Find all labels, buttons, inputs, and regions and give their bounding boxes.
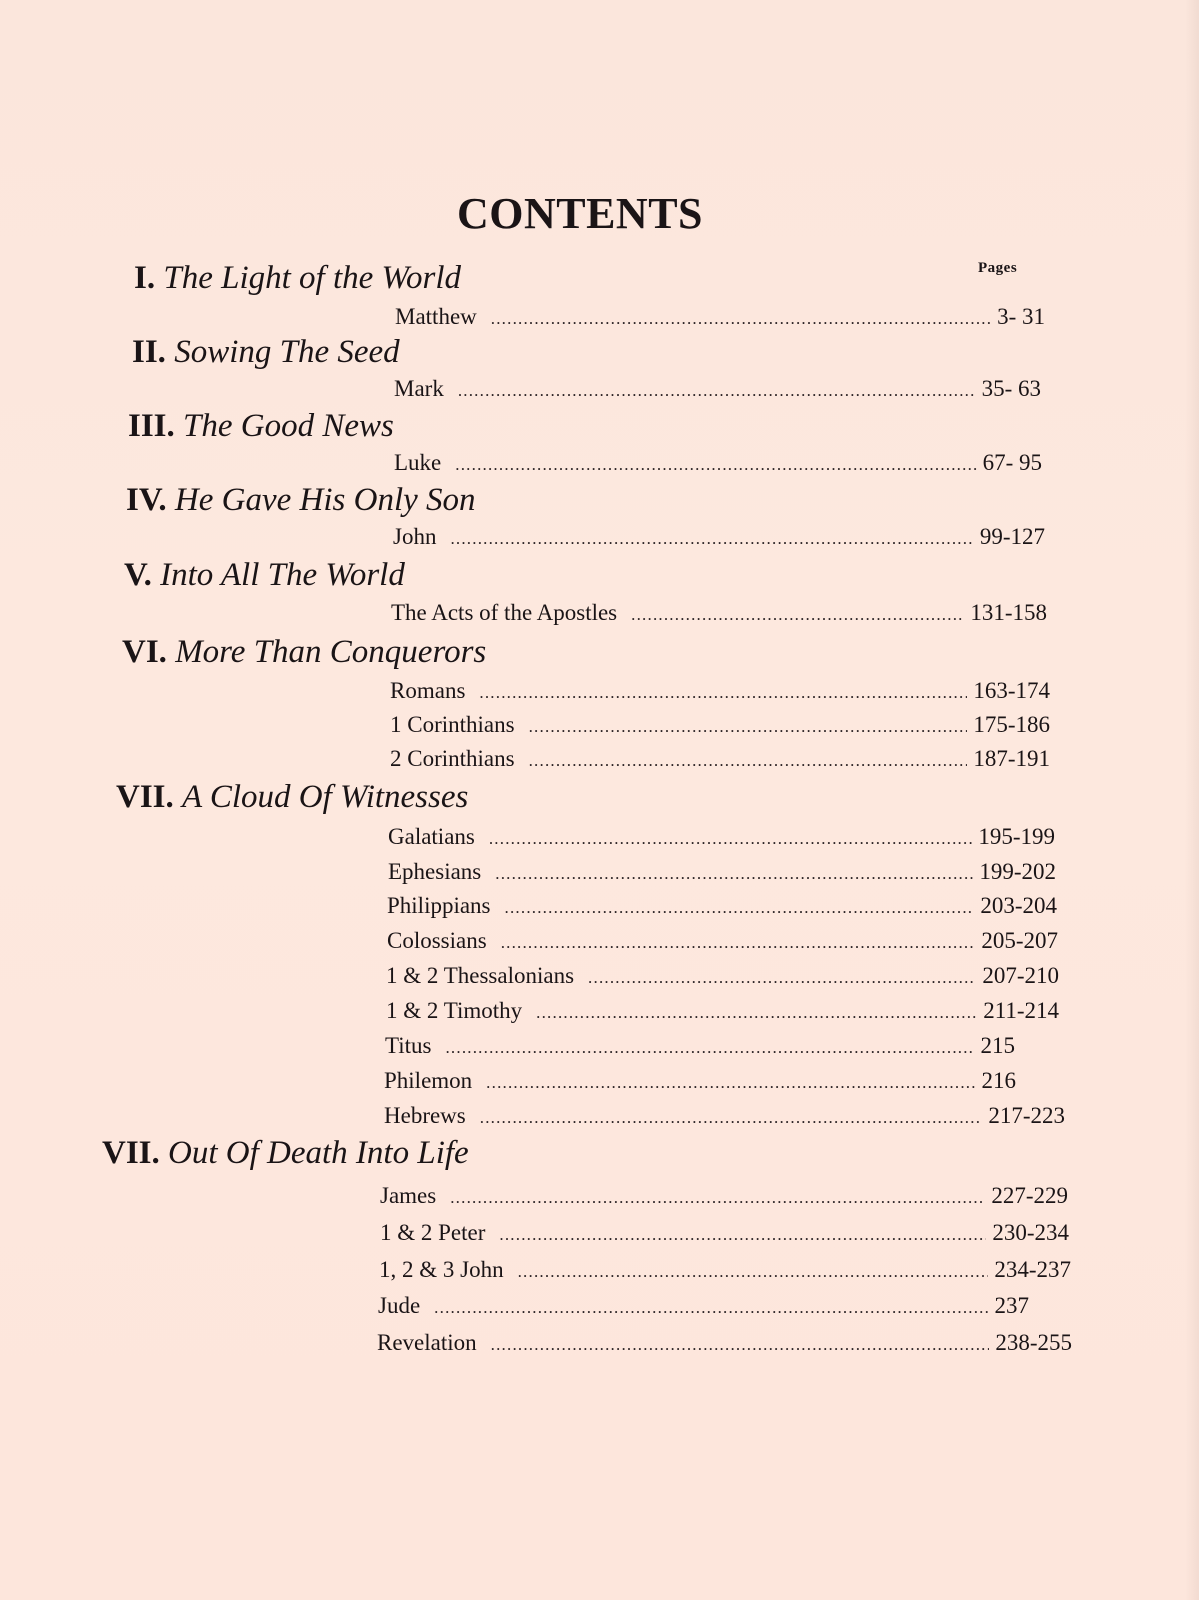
section-title: More Than Conquerors [175, 634, 487, 670]
dot-leader [529, 712, 968, 742]
page-range: 205-207 [981, 928, 1058, 953]
page-range: 35- 63 [981, 376, 1041, 401]
section-title: The Light of the World [163, 260, 461, 296]
section-numeral: III. [128, 408, 175, 444]
section-numeral: VII. [102, 1135, 160, 1171]
book-name: Matthew [395, 304, 477, 329]
dot-leader [518, 1257, 989, 1287]
book-name: Philemon [384, 1068, 473, 1093]
toc-entry [388, 822, 1055, 854]
dot-leader [486, 1068, 975, 1098]
section-heading [102, 1133, 469, 1173]
page-range: 216 [981, 1068, 1016, 1093]
toc-entry [391, 598, 1047, 630]
toc-entry [388, 857, 1056, 889]
toc-entry [394, 374, 1041, 406]
section-numeral: IV. [126, 482, 167, 518]
section-heading [126, 480, 476, 520]
section-numeral: VII. [116, 779, 174, 815]
page-range: 230-234 [992, 1220, 1069, 1245]
toc-entry [394, 448, 1042, 480]
dot-leader [434, 1293, 988, 1323]
book-name: The Acts of the Apostles [391, 600, 618, 625]
page-range: 67- 95 [982, 450, 1042, 475]
section-title: A Cloud Of Witnesses [182, 779, 469, 815]
section-title: Sowing The Seed [174, 334, 400, 370]
page-edge-shadow [1185, 0, 1199, 1600]
page-title: CONTENTS [456, 189, 704, 238]
toc-entry [387, 891, 1057, 923]
section-heading [132, 332, 400, 372]
book-name: Philippians [387, 893, 491, 918]
section-heading [124, 555, 405, 595]
section-numeral: I. [134, 260, 156, 296]
dot-leader [445, 1033, 974, 1063]
page-range: 203-204 [980, 893, 1057, 918]
book-name: Colossians [387, 928, 487, 953]
section-numeral: II. [132, 334, 166, 370]
book-name: Jude [378, 1293, 421, 1318]
dot-leader [479, 678, 967, 708]
page-range: 163-174 [973, 678, 1050, 703]
dot-leader [450, 524, 973, 554]
section-heading [122, 632, 486, 672]
toc-entry [377, 1328, 1072, 1360]
dot-leader [491, 1330, 990, 1360]
book-name: James [380, 1183, 437, 1208]
page-range: 175-186 [973, 712, 1050, 737]
book-name: Mark [394, 376, 444, 401]
section-title: He Gave His Only Son [174, 482, 476, 518]
dot-leader [501, 928, 976, 958]
toc-entry [390, 676, 1050, 708]
toc-entry [378, 1291, 1029, 1323]
pages-column-label: Pages [978, 260, 1018, 276]
dot-leader [458, 376, 976, 406]
toc-entry [384, 1101, 1065, 1133]
dot-leader [491, 304, 991, 334]
section-title: Out Of Death Into Life [168, 1135, 469, 1171]
toc-entry [386, 996, 1059, 1028]
dot-leader [495, 859, 973, 889]
dot-leader [631, 600, 964, 630]
dot-leader [499, 1220, 986, 1250]
toc-entry [387, 926, 1058, 958]
section-heading [128, 406, 394, 446]
toc-entry [379, 1255, 1071, 1287]
book-name: Romans [390, 678, 466, 703]
book-name: 1 & 2 Peter [380, 1220, 486, 1245]
page-range: 187-191 [973, 746, 1050, 771]
dot-leader [455, 450, 976, 480]
book-name: Titus [385, 1033, 432, 1058]
section-title: The Good News [183, 408, 394, 444]
page-range: 238-255 [995, 1330, 1072, 1355]
toc-entry [380, 1218, 1069, 1250]
dot-leader [450, 1183, 985, 1213]
page-range: 234-237 [994, 1257, 1071, 1282]
dot-leader [505, 893, 975, 923]
dot-leader [588, 963, 976, 993]
page-range: 237 [994, 1293, 1029, 1318]
book-name: Luke [394, 450, 442, 475]
section-heading [116, 777, 468, 817]
toc-entry [380, 1181, 1068, 1213]
toc-entry [385, 1031, 1015, 1063]
dot-leader [480, 1103, 983, 1133]
section-numeral: V. [124, 557, 152, 593]
page-range: 207-210 [982, 963, 1059, 988]
page-range: 199-202 [979, 859, 1056, 884]
toc-entry [393, 522, 1045, 554]
dot-leader [489, 824, 972, 854]
book-name: Hebrews [384, 1103, 466, 1128]
section-numeral: VI. [122, 634, 167, 670]
page-range: 195-199 [978, 824, 1055, 849]
book-name: 1, 2 & 3 John [379, 1257, 504, 1282]
page-range: 3- 31 [997, 304, 1045, 329]
toc-entry [384, 1066, 1016, 1098]
page-range: 99-127 [979, 524, 1045, 549]
page-range: 215 [980, 1033, 1015, 1058]
book-name: John [393, 524, 437, 549]
book-name: Ephesians [388, 859, 482, 884]
section-title: Into All The World [160, 557, 405, 593]
page-range: 227-229 [991, 1183, 1068, 1208]
book-name: Revelation [377, 1330, 477, 1355]
dot-leader [536, 998, 977, 1028]
toc-entry [390, 710, 1050, 742]
book-name: 1 Corinthians [390, 712, 515, 737]
book-name: 1 & 2 Timothy [386, 998, 523, 1023]
toc-entry [386, 961, 1059, 993]
dot-leader [529, 746, 968, 776]
page-range: 217-223 [988, 1103, 1065, 1128]
page-range: 131-158 [970, 600, 1047, 625]
book-name: 2 Corinthians [390, 746, 515, 771]
book-name: 1 & 2 Thessalonians [386, 963, 575, 988]
book-name: Galatians [388, 824, 475, 849]
toc-entry [390, 744, 1050, 776]
page-range: 211-214 [983, 998, 1059, 1023]
section-heading [134, 258, 461, 298]
toc-entry [395, 302, 1045, 334]
